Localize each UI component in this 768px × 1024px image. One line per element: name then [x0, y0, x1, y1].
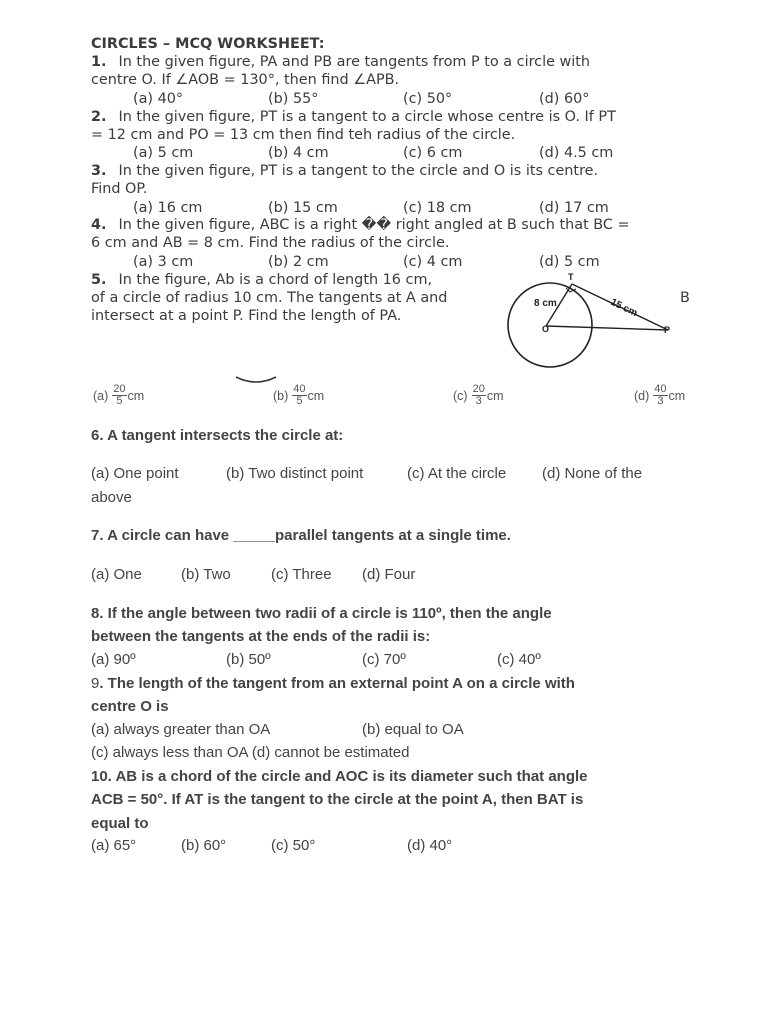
question-5-line-3: intersect at a point P. Find the length of PA. [91, 308, 402, 324]
question-4-line-2: 6 cm and AB = 8 cm. Find the radius of the circle. [91, 235, 450, 251]
question-2-line-2: = 12 cm and PO = 13 cm then find teh radius of the circle. [91, 127, 516, 143]
question-8-line-1: 8. If the angle between two radii of a circle is 110º, then the angle [91, 605, 552, 622]
question-6-option-d[interactable]: (d) None of the [542, 465, 643, 482]
question-7-option-c[interactable]: (c) Three [271, 566, 332, 583]
center-o-label: O [542, 324, 550, 334]
question-10-line-3: equal to [91, 815, 149, 832]
point-p-label: P [664, 325, 671, 335]
question-2-number: 2. [91, 109, 107, 125]
question-3-option-c[interactable]: (c) 18 cm [403, 200, 472, 216]
question-5-option-b[interactable]: (b) $\frac{40}{5}$ cm [273, 383, 325, 407]
question-10-option-d[interactable]: (d) 40° [407, 837, 453, 854]
question-3-line-1: 3. In the given figure, PT is a tangent to the circle and O is its centre. [91, 163, 599, 179]
question-6-option-a[interactable]: (a) One point [91, 465, 179, 482]
question-7-option-a[interactable]: (a) One [91, 566, 142, 583]
question-1-line-2: centre O. If ∠AOB = 130°, then find ∠APB. [91, 72, 400, 88]
question-8-option-b[interactable]: (b) 50º [226, 651, 271, 668]
radius-label: 8 cm [534, 298, 557, 309]
question-6-option-c[interactable]: (c) At the circle [407, 465, 507, 482]
question-5-line-1: 5. In the figure, Ab is a chord of length 16 cm, [91, 272, 433, 288]
question-1-option-b[interactable]: (b) 55° [268, 91, 319, 107]
question-10-option-b[interactable]: (b) 60° [181, 837, 227, 854]
question-1-number: 1. [91, 54, 107, 70]
question-2-line-1: 2. In the given figure, PT is a tangent to a circle whose centre is O. If PT [91, 109, 616, 125]
question-2-option-d[interactable]: (d) 4.5 cm [539, 145, 614, 161]
stray-arc-mark [234, 374, 278, 386]
question-5-option-c[interactable]: (c) $\frac{20}{3}$ cm [453, 383, 504, 407]
question-10-line-1: 10. AB is a chord of the circle and AOC is its diameter such that angle [91, 768, 588, 785]
question-5-option-d[interactable]: (d) $\frac{40}{3}$ cm [634, 383, 686, 407]
question-4-option-d[interactable]: (d) 5 cm [539, 254, 600, 270]
question-8-option-c[interactable]: (c) 70º [362, 651, 406, 668]
question-9-option-b[interactable]: (b) equal to OA [362, 721, 464, 738]
question-4-option-b[interactable]: (b) 2 cm [268, 254, 329, 270]
question-4-number: 4. [91, 217, 107, 233]
question-8-option-d[interactable]: (c) 40º [497, 651, 541, 668]
question-4-option-a[interactable]: (a) 3 cm [133, 254, 194, 270]
question-1-option-d[interactable]: (d) 60° [539, 91, 590, 107]
question-2-option-a[interactable]: (a) 5 cm [133, 145, 194, 161]
question-5-line-2-end: B [680, 290, 690, 306]
center-to-point-line [546, 326, 668, 330]
question-5-number: 5. [91, 272, 107, 288]
question-3-option-a[interactable]: (a) 16 cm [133, 200, 203, 216]
question-9-line-2: centre O is [91, 698, 169, 715]
question-9-number: 9 [91, 675, 100, 692]
question-5-line-2: of a circle of radius 10 cm. The tangents at A and [91, 290, 448, 306]
question-1-option-c[interactable]: (c) 50° [403, 91, 453, 107]
worksheet-title: CIRCLES – MCQ WORKSHEET: [91, 36, 325, 52]
question-1-line-1: 1. In the given figure, PA and PB are tangents from P to a circle with [91, 54, 591, 70]
tangent-circle-figure [500, 270, 700, 375]
question-6-option-b[interactable]: (b) Two distinct point [226, 465, 364, 482]
question-9-line-1: 9. The length of the tangent from an external point A on a circle with [91, 675, 575, 692]
question-8-line-2: between the tangents at the ends of the radii is: [91, 628, 431, 645]
question-9-option-a[interactable]: (a) always greater than OA [91, 721, 271, 738]
question-3-line-2: Find OP. [91, 181, 148, 197]
question-3-option-d[interactable]: (d) 17 cm [539, 200, 609, 216]
question-5-option-a[interactable]: (a) $\frac{20}{5}$ cm [93, 383, 145, 407]
question-1-option-a[interactable]: (a) 40° [133, 91, 184, 107]
question-2-option-c[interactable]: (c) 6 cm [403, 145, 463, 161]
question-10-option-c[interactable]: (c) 50° [271, 837, 316, 854]
question-10-line-2: ACB = 50°. If AT is the tangent to the circle at the point A, then BAT is [91, 791, 584, 808]
tangent-length-label: 15 cm [608, 296, 639, 320]
question-7-option-b[interactable]: (b) Two [181, 566, 231, 583]
question-9-options-cd[interactable]: (c) always less than OA (d) cannot be estimated [91, 744, 410, 761]
question-8-option-a[interactable]: (a) 90º [91, 651, 136, 668]
question-6-text: 6. A tangent intersects the circle at: [91, 427, 344, 444]
question-10-option-a[interactable]: (a) 65° [91, 837, 137, 854]
circle-outline [508, 283, 592, 367]
question-3-option-b[interactable]: (b) 15 cm [268, 200, 338, 216]
question-4-option-c[interactable]: (c) 4 cm [403, 254, 463, 270]
point-t-label: T [568, 272, 574, 282]
question-7-text: 7. A circle can have _____parallel tangents at a single time. [91, 527, 511, 544]
question-6-option-d-wrap: above [91, 489, 132, 506]
question-2-option-b[interactable]: (b) 4 cm [268, 145, 329, 161]
question-7-option-d[interactable]: (d) Four [362, 566, 416, 583]
question-4-line-1: 4. In the given figure, ABC is a right �� right angled at B such that BC = [91, 217, 630, 233]
question-3-number: 3. [91, 163, 107, 179]
